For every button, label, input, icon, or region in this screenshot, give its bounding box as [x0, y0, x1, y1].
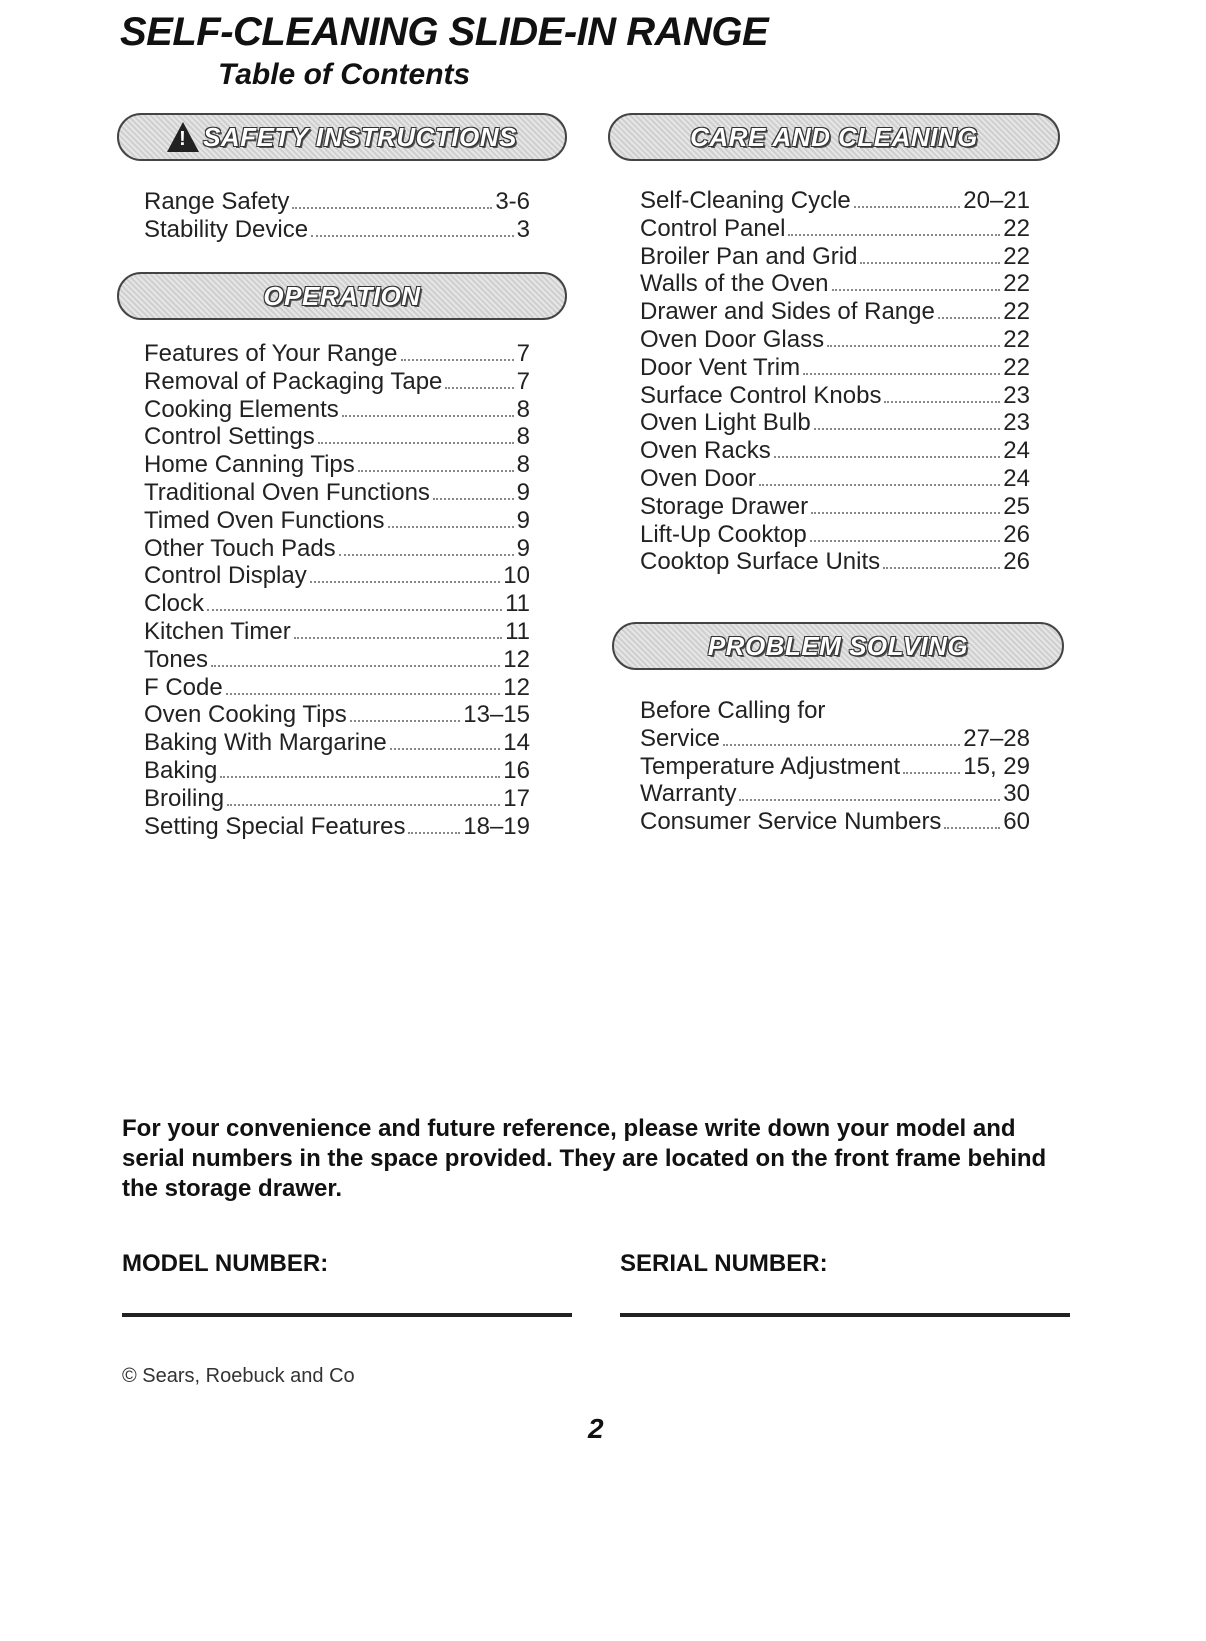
- toc-entry-title: Traditional Oven Functions: [144, 478, 430, 506]
- toc-entry-page: 12: [503, 645, 530, 673]
- toc-entry-title: Self-Cleaning Cycle: [640, 187, 851, 214]
- toc-entry: [640, 326, 1030, 354]
- toc-entry-page: 26: [1003, 548, 1030, 576]
- problem-solving-heading: PROBLEM SOLVING: [707, 630, 969, 661]
- toc-entry-title: Control Panel: [640, 214, 786, 242]
- toc-entry-page: 24: [1003, 464, 1030, 492]
- toc-entry-title: Temperature Adjustment: [640, 752, 901, 780]
- toc-entry: [640, 697, 1030, 725]
- toc-entry-title: Other Touch Pads: [144, 534, 336, 562]
- toc-entry-title: Stability Device: [144, 215, 309, 243]
- toc-entry-title: Broiling: [144, 784, 225, 812]
- toc-entry-title: Features of Your Range: [144, 340, 398, 367]
- toc-leader-dots: [294, 637, 502, 639]
- toc-entry-page: 8: [516, 451, 530, 479]
- toc-entry: [640, 382, 1030, 410]
- toc-entry: [144, 562, 530, 590]
- toc-leader-dots: [350, 720, 460, 722]
- toc-entry: [640, 187, 1030, 215]
- toc-entry-page: 10: [503, 562, 530, 590]
- toc-leader-dots: [318, 442, 514, 444]
- toc-entry-title: Baking: [144, 756, 218, 784]
- model-number-label: MODEL NUMBER:: [122, 1250, 329, 1277]
- toc-entry: [640, 521, 1030, 549]
- toc-entry: [144, 188, 530, 216]
- toc-entry-title: Walls of the Oven: [640, 270, 829, 298]
- toc-leader-dots: [445, 387, 513, 389]
- toc-entry-page: 9: [516, 506, 530, 534]
- toc-entry-page: 27–28: [963, 724, 1030, 752]
- toc-entry-title: Clock: [144, 590, 205, 618]
- toc-entry: [144, 729, 530, 757]
- toc-leader-dots: [292, 207, 492, 209]
- toc-entry-title: Timed Oven Functions: [144, 506, 385, 534]
- toc-entry: [640, 298, 1030, 326]
- toc-entry-title: Service: [640, 724, 721, 752]
- toc-entry-title: Baking With Margarine: [144, 729, 387, 757]
- toc-leader-dots: [207, 609, 502, 611]
- toc-entry-page: 23: [1003, 381, 1030, 409]
- toc-subtitle: Table of Contents: [218, 58, 471, 91]
- toc-entry: [640, 725, 1030, 753]
- toc-leader-dots: [832, 289, 1001, 291]
- toc-entry-title: Home Canning Tips: [144, 451, 355, 479]
- toc-entry: [144, 757, 530, 785]
- toc-entry-title: Cooktop Surface Units: [640, 548, 881, 576]
- toc-entry-page: 22: [1003, 214, 1030, 242]
- toc-leader-dots: [759, 484, 1000, 486]
- toc-entry: [640, 409, 1030, 437]
- toc-leader-dots: [311, 235, 514, 237]
- toc-leader-dots: [220, 776, 500, 778]
- toc-entry-page: 3: [516, 215, 530, 243]
- toc-leader-dots: [827, 345, 1000, 347]
- toc-entry-page: 7: [516, 367, 530, 395]
- toc-entry-title: Oven Racks: [640, 437, 771, 465]
- toc-entry-page: 13–15: [463, 701, 530, 729]
- toc-leader-dots: [860, 262, 1000, 264]
- problem-solving-banner: [612, 622, 1064, 670]
- toc-entry: [144, 813, 530, 841]
- toc-leader-dots: [854, 206, 960, 208]
- toc-entry: [144, 701, 530, 729]
- toc-entry: [144, 423, 530, 451]
- toc-leader-dots: [938, 317, 1000, 319]
- operation-heading: OPERATION: [263, 280, 421, 311]
- toc-entry: [144, 590, 530, 618]
- toc-entry-page: 22: [1003, 242, 1030, 270]
- toc-entry-page: 11: [505, 590, 530, 618]
- page-number: 2: [588, 1413, 604, 1444]
- toc-entry-title: Storage Drawer: [640, 492, 809, 520]
- toc-entry-title: Tones: [144, 645, 209, 673]
- toc-entry: [144, 396, 530, 424]
- toc-entry: [640, 493, 1030, 521]
- operation-toc-list: [144, 340, 530, 840]
- toc-entry: [640, 215, 1030, 243]
- toc-entry-page: 9: [516, 534, 530, 562]
- model-number-line[interactable]: [122, 1313, 572, 1317]
- toc-leader-dots: [814, 428, 1001, 430]
- toc-leader-dots: [339, 554, 514, 556]
- toc-leader-dots: [944, 827, 1000, 829]
- toc-entry-title: Control Display: [144, 562, 307, 590]
- toc-entry-page: 25: [1003, 492, 1030, 520]
- toc-entry: [144, 618, 530, 646]
- toc-entry: [640, 437, 1030, 465]
- toc-leader-dots: [390, 748, 501, 750]
- toc-entry-page: 22: [1003, 325, 1030, 353]
- toc-leader-dots: [388, 526, 514, 528]
- toc-entry-page: 60: [1003, 808, 1030, 836]
- toc-entry-page: 22: [1003, 353, 1030, 381]
- toc-entry-title: Removal of Packaging Tape: [144, 367, 443, 395]
- toc-entry: [144, 479, 530, 507]
- toc-entry-title: Oven Door: [640, 464, 757, 492]
- toc-entry-title: Oven Door Glass: [640, 325, 825, 353]
- warning-triangle-icon: [167, 122, 199, 152]
- toc-entry-title: F Code: [144, 673, 223, 701]
- toc-entry: [144, 368, 530, 396]
- toc-entry-page: 9: [516, 478, 530, 506]
- toc-entry-page: 24: [1003, 437, 1030, 465]
- toc-entry-page: 20–21: [963, 187, 1030, 214]
- toc-entry-page: 18–19: [463, 812, 530, 840]
- toc-leader-dots: [903, 772, 960, 774]
- toc-entry: [640, 465, 1030, 493]
- toc-entry-page: 22: [1003, 298, 1030, 326]
- toc-entry-title: Door Vent Trim: [640, 353, 801, 381]
- toc-leader-dots: [342, 415, 514, 417]
- toc-entry: [640, 753, 1030, 781]
- safety-instructions-heading: SAFETY INSTRUCTIONS: [203, 121, 517, 152]
- operation-banner: [117, 272, 567, 320]
- care-toc-list: [640, 187, 1030, 576]
- toc-entry-title: Range Safety: [144, 188, 290, 215]
- toc-entry-title: Oven Cooking Tips: [144, 701, 347, 729]
- toc-entry-title: Lift-Up Cooktop: [640, 520, 807, 548]
- care-and-cleaning-banner: [608, 113, 1060, 161]
- toc-leader-dots: [211, 665, 500, 667]
- toc-entry: [640, 270, 1030, 298]
- toc-leader-dots: [723, 744, 960, 746]
- toc-entry-title: Setting Special Features: [144, 812, 406, 840]
- toc-leader-dots: [811, 512, 1000, 514]
- toc-entry-title: Surface Control Knobs: [640, 381, 882, 409]
- toc-entry-title: Broiler Pan and Grid: [640, 242, 858, 270]
- toc-entry: [640, 808, 1030, 836]
- toc-entry: [144, 674, 530, 702]
- toc-entry-page: 8: [516, 395, 530, 423]
- toc-entry-page: 17: [503, 784, 530, 812]
- document-title: SELF-CLEANING SLIDE-IN RANGE: [120, 10, 769, 54]
- toc-entry-page: 14: [503, 729, 530, 757]
- toc-entry-page: 26: [1003, 520, 1030, 548]
- problem-toc-list: [640, 697, 1030, 836]
- toc-entry-page: 3-6: [495, 188, 530, 215]
- serial-number-line[interactable]: [620, 1313, 1070, 1317]
- toc-entry: [144, 216, 530, 244]
- toc-leader-dots: [433, 498, 514, 500]
- toc-leader-dots: [883, 567, 1000, 569]
- copyright-notice: © Sears, Roebuck and Co: [122, 1365, 355, 1387]
- toc-leader-dots: [401, 359, 514, 361]
- toc-entry-page: 15, 29: [963, 752, 1030, 780]
- toc-leader-dots: [227, 804, 500, 806]
- care-and-cleaning-heading: CARE AND CLEANING: [690, 121, 978, 152]
- toc-entry: [640, 354, 1030, 382]
- toc-leader-dots: [739, 799, 1000, 801]
- toc-entry-title: Cooking Elements: [144, 395, 339, 423]
- toc-entry-title: Warranty: [640, 780, 737, 808]
- safety-instructions-banner: [117, 113, 567, 161]
- toc-entry: [640, 243, 1030, 271]
- toc-leader-dots: [226, 693, 501, 695]
- toc-entry-page: 12: [503, 673, 530, 701]
- record-numbers-note: For your convenience and future reference, please write down your model and serial numbers in the space provided. They are located on the front frame behind the storage drawer.: [122, 1115, 1047, 1202]
- serial-number-label: SERIAL NUMBER:: [620, 1250, 828, 1277]
- toc-entry-title: Drawer and Sides of Range: [640, 298, 935, 326]
- toc-entry-title: Kitchen Timer: [144, 617, 291, 645]
- toc-entry-page: 8: [516, 423, 530, 451]
- toc-entry-title: Control Settings: [144, 423, 315, 451]
- toc-entry-page: 7: [516, 340, 530, 367]
- safety-toc-list: [144, 188, 530, 244]
- toc-entry-page: 22: [1003, 270, 1030, 298]
- toc-entry: [144, 646, 530, 674]
- toc-entry: [144, 340, 530, 368]
- toc-entry-page: 11: [505, 617, 530, 645]
- toc-entry: [640, 780, 1030, 808]
- toc-entry-page: 16: [503, 756, 530, 784]
- toc-leader-dots: [788, 234, 1000, 236]
- toc-entry: [144, 507, 530, 535]
- toc-leader-dots: [358, 470, 514, 472]
- toc-entry-page: 30: [1003, 780, 1030, 808]
- toc-entry: [144, 785, 530, 813]
- toc-entry: [144, 535, 530, 563]
- toc-leader-dots: [884, 401, 1000, 403]
- toc-entry-title: Oven Light Bulb: [640, 409, 811, 437]
- toc-leader-dots: [408, 832, 460, 834]
- toc-entry: [144, 451, 530, 479]
- toc-leader-dots: [810, 540, 1001, 542]
- toc-leader-dots: [803, 373, 1000, 375]
- toc-leader-dots: [310, 581, 501, 583]
- toc-leader-dots: [774, 456, 1001, 458]
- toc-entry: [640, 548, 1030, 576]
- toc-entry-title: Before Calling for: [640, 697, 826, 724]
- toc-entry-page: 23: [1003, 409, 1030, 437]
- toc-entry-title: Consumer Service Numbers: [640, 808, 942, 836]
